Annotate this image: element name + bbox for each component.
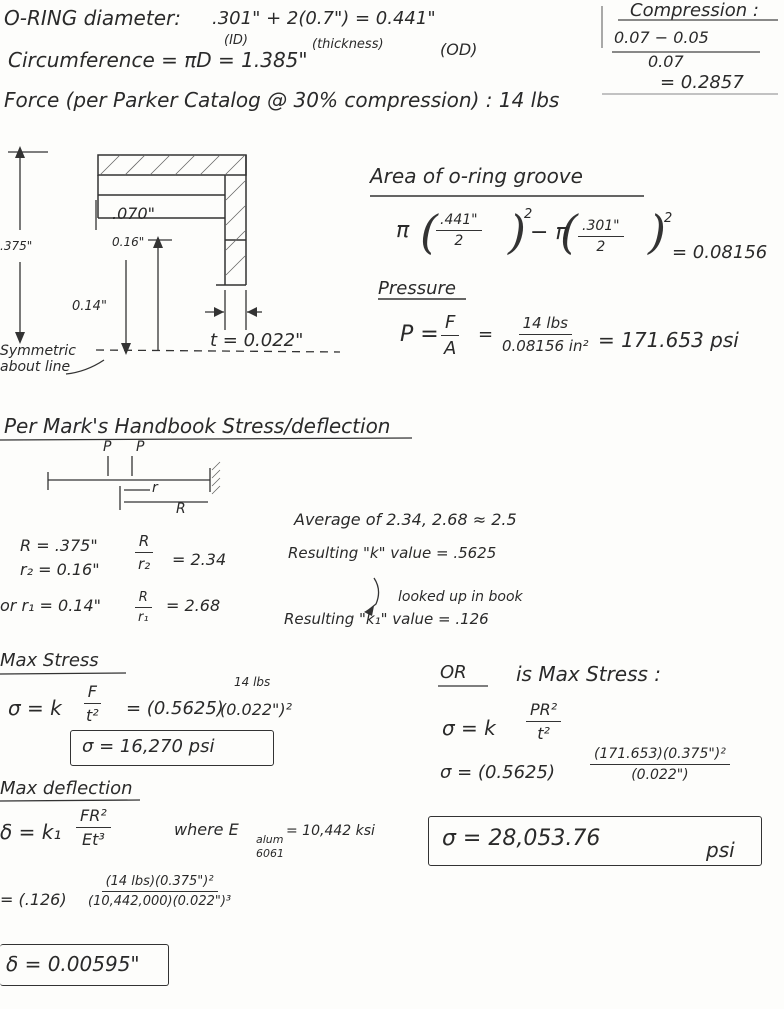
dim-375: .375": [0, 239, 33, 253]
deflection-den: Et³: [81, 830, 105, 849]
symmetric-label: Symmetric: [0, 343, 76, 359]
area-sq-1: 2: [524, 207, 533, 222]
stress-t2: t²: [86, 706, 99, 725]
dim-014: 0.14": [72, 299, 107, 314]
R-over-r2-den: r₂: [138, 555, 151, 573]
force-line: Force (per Parker Catalog @ 30% compression) : 14 lbs: [4, 88, 560, 112]
pressure-eq: =: [478, 324, 494, 345]
ratio-R: R = .375": [20, 536, 98, 555]
radius-small: r: [152, 480, 158, 496]
stress-sub-den: (0.022")²: [220, 700, 293, 719]
deflection-sub-num: (14 lbs)(0.375")²: [102, 874, 218, 892]
average-line: Average of 2.34, 2.68 ≈ 2.5: [294, 510, 517, 529]
handbook-title: Per Mark's Handbook Stress/deflection: [4, 414, 391, 438]
id-tag: (ID): [224, 33, 248, 48]
svg-text:(: (: [560, 205, 578, 259]
area-pi-1: π: [396, 218, 410, 243]
svg-text:): ): [648, 205, 666, 259]
pressure-den: 0.08156 in²: [502, 337, 589, 355]
deflection-title: Max deflection: [0, 778, 133, 799]
pressure-title: Pressure: [378, 278, 456, 299]
area-sq-2: 2: [664, 211, 673, 226]
deflection-frac: [76, 806, 111, 849]
load-p1: P: [103, 439, 112, 455]
about-line-label: about line: [0, 359, 71, 375]
area-frac-2: [578, 218, 624, 255]
area-frac1-num: .441": [436, 212, 482, 231]
pressure-fa-frac: [440, 312, 460, 359]
oring-label: O-RING diameter:: [4, 6, 181, 30]
area-frac2-den: 2: [596, 239, 606, 255]
R-over-r2-val: = 2.34: [172, 550, 227, 569]
radius-big: R: [176, 501, 186, 517]
svg-text:): ): [508, 205, 526, 259]
or-sub-frac: [590, 746, 730, 783]
load-p2: P: [136, 439, 145, 455]
area-title: Area of o-ring groove: [370, 164, 583, 188]
od-tag: (OD): [440, 40, 478, 59]
or-frac: [526, 700, 561, 743]
pressure-value-frac: [498, 314, 592, 355]
deflection-eq-lhs: δ = k₁: [0, 820, 62, 844]
compression-numerator: 0.07 − 0.05: [614, 28, 709, 47]
deflection-sub-lhs: = (.126): [0, 890, 67, 909]
compression-denominator: 0.07: [648, 52, 684, 71]
stress-eq-lhs: σ = k: [8, 696, 62, 720]
dim-070: .070": [112, 204, 155, 223]
ratio-r2: r₂ = 0.16": [20, 560, 100, 579]
stress-sub-lbs: 14 lbs: [234, 675, 271, 689]
area-frac2-num: .301": [578, 218, 624, 237]
or-sub-lhs: σ = (0.5625): [440, 762, 555, 783]
or-num: PR²: [526, 700, 561, 722]
stress-ft2: [82, 682, 103, 725]
diameter-calc: .301" + 2(0.7") = 0.441": [212, 8, 436, 29]
deflection-sub-den: (10,442,000)(0.022")³: [88, 894, 232, 909]
deflection-num: FR²: [76, 806, 111, 828]
R-over-r1-val: = 2.68: [166, 596, 221, 615]
pressure-a: A: [444, 338, 457, 359]
k1-value-line: Resulting "k₁" value = .126: [284, 610, 489, 628]
dim-016: 0.16": [112, 235, 145, 249]
deflection-alloy: 6061: [256, 847, 284, 860]
or-result: σ = 28,053.76: [442, 826, 601, 851]
pressure-result: = 171.653 psi: [598, 328, 739, 352]
R-over-r1-num: R: [135, 590, 152, 608]
deflection-e-val: = 10,442 ksi: [286, 823, 375, 839]
stress-result: σ = 16,270 psi: [82, 736, 215, 757]
or-sub-den: (0.022"): [631, 767, 689, 783]
or-unit: psi: [706, 838, 735, 862]
R-over-r1: [134, 590, 153, 625]
area-frac1-den: 2: [454, 233, 464, 249]
or-is-max: is Max Stress :: [516, 662, 662, 686]
pressure-num: 14 lbs: [519, 314, 572, 335]
R-over-r2-num: R: [135, 532, 153, 553]
compression-title: Compression :: [630, 0, 759, 21]
deflection-alum: alum: [256, 833, 284, 846]
pressure-f: F: [441, 312, 459, 336]
deflection-sub-frac: [84, 874, 235, 909]
ratio-r1: or r₁ = 0.14": [0, 596, 102, 615]
thickness-eq: t = 0.022": [210, 330, 304, 351]
or-title: OR: [440, 662, 467, 683]
k-value-line: Resulting "k" value = .5625: [288, 544, 497, 562]
svg-text:(: (: [420, 205, 438, 259]
R-over-r1-den: r₁: [138, 610, 149, 625]
looked-up-note: looked up in book: [398, 589, 523, 605]
pressure-p: P =: [400, 322, 439, 347]
area-result: = 0.08156: [672, 242, 768, 263]
R-over-r2: [134, 532, 154, 573]
circumference-line: Circumference = πD = 1.385": [8, 48, 308, 72]
area-pi-2: − π: [530, 220, 569, 245]
thickness-tag: (thickness): [312, 37, 384, 52]
or-sub-num: (171.653)(0.375")²: [590, 746, 730, 765]
deflection-result: δ = 0.00595": [6, 952, 140, 976]
stress-f: F: [84, 682, 101, 704]
or-den: t²: [537, 724, 550, 743]
compression-result: = 0.2857: [660, 72, 744, 93]
max-stress-title: Max Stress: [0, 650, 99, 671]
or-eq-lhs: σ = k: [442, 716, 496, 740]
stress-sub: = (0.5625): [126, 698, 224, 719]
area-frac-1: [436, 212, 482, 249]
deflection-where: where E: [174, 820, 239, 839]
